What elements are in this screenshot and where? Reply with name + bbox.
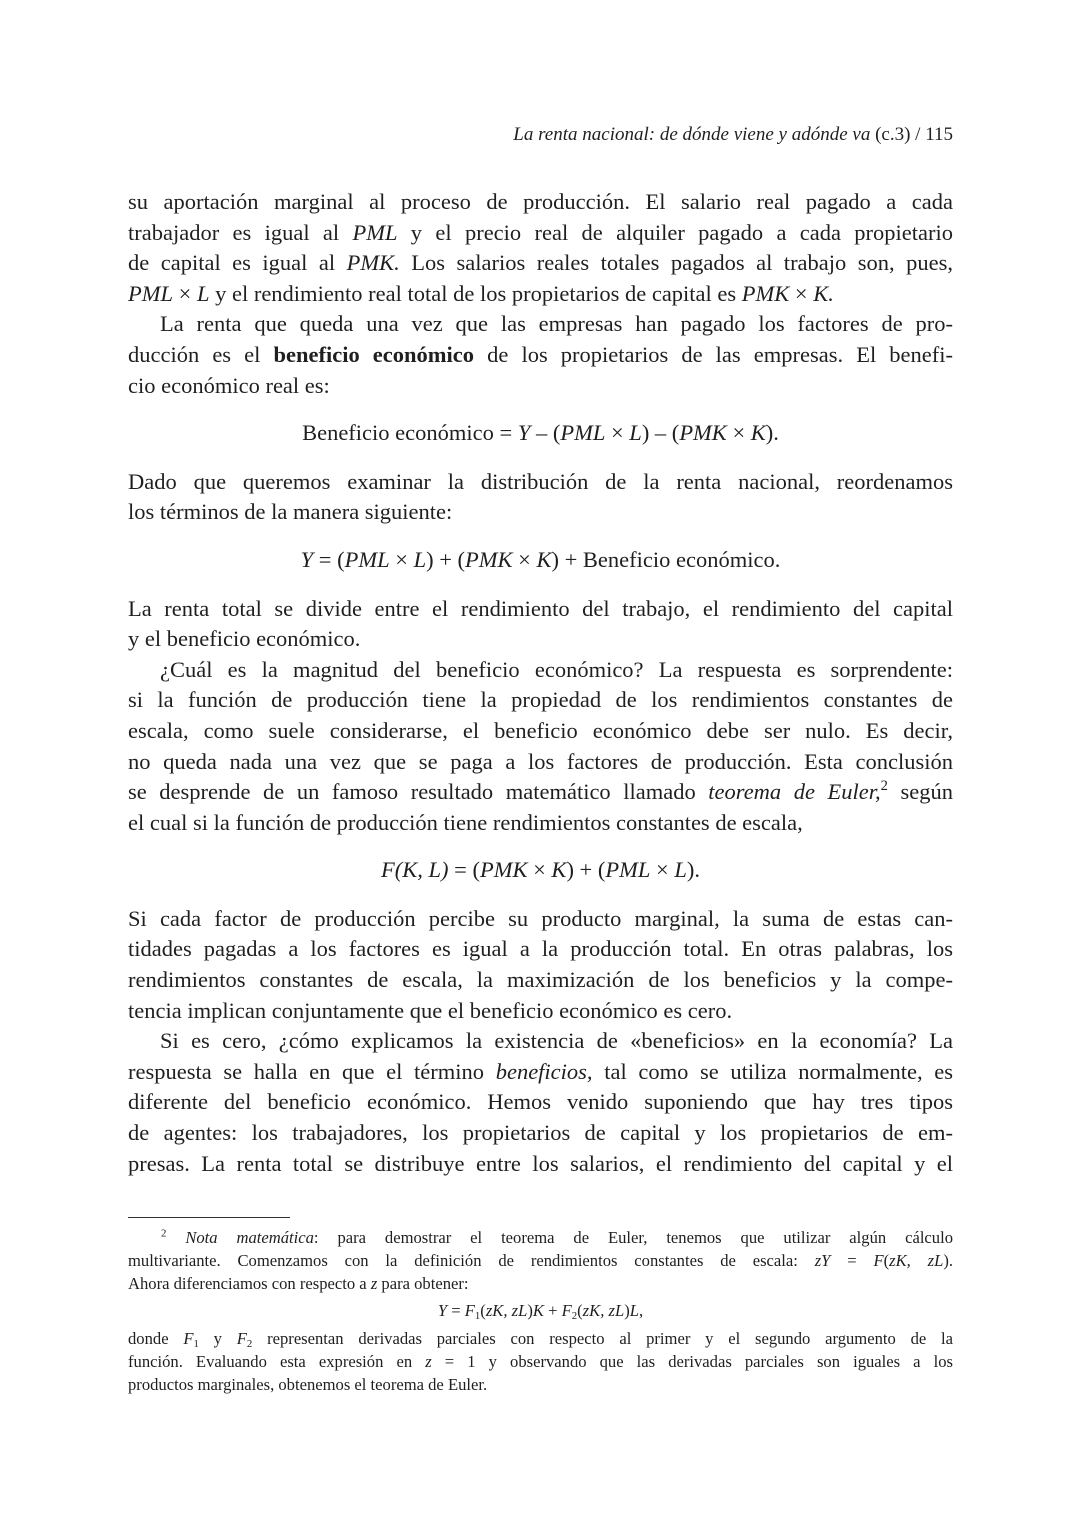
footnote-paragraph (128, 1226, 953, 1295)
text-line (128, 467, 953, 498)
text-run: ) (624, 1301, 630, 1320)
body-paragraph (128, 187, 953, 309)
italic-text: K. (813, 280, 834, 306)
text-run: ) + ( (426, 546, 466, 572)
body-equation (128, 855, 953, 886)
text-run: = ( (448, 857, 480, 883)
text-run: representan derivadas parciales con respecto al primer y el segundo argumento de la (252, 1329, 953, 1348)
italic-text: teorema de Euler, (708, 779, 881, 805)
text-line (128, 1373, 953, 1396)
text-line (128, 1057, 953, 1088)
text-run: Dado que queremos examinar la distribución de la renta nacional, reordenamos (128, 468, 953, 494)
text-run: su aportación marginal al proceso de producción. El salario real pagado a cada (128, 189, 953, 214)
text-run: Los salarios reales totales pagados al trabajo son, pues, (399, 250, 954, 276)
italic-text: F (561, 1301, 572, 1320)
text-line (128, 624, 953, 655)
text-run: × (605, 420, 630, 446)
subscript: 1 (193, 1338, 199, 1351)
text-run: Beneficio económico = (302, 420, 518, 446)
text-run: los términos de la manera siguiente: (128, 499, 453, 525)
italic-text: F (873, 1251, 884, 1270)
italic-text: PMK (465, 546, 513, 572)
text-line (128, 655, 953, 686)
text-run: ( (577, 1301, 583, 1320)
text-line (128, 1026, 953, 1057)
italic-text: L (674, 857, 687, 883)
text-run: tidades pagadas a los factores es igual a la producción total. En otras palabras, los (128, 936, 953, 962)
footnote-paragraph (128, 1327, 953, 1396)
chapter-title: La renta nacional: de dónde viene y adónde va (513, 124, 871, 145)
text-line (128, 747, 953, 778)
text-run: presas. La renta total se distribuye entre los salarios, el rendimiento del capital y el (128, 1150, 953, 1176)
body-paragraph (128, 467, 953, 528)
text-run: = (830, 1251, 874, 1270)
body-equation (128, 545, 953, 576)
text-run: La renta que queda una vez que las empresas han pagado los factores de pro- (160, 311, 953, 337)
text-line (128, 996, 953, 1027)
italic-text: PMK. (346, 250, 400, 276)
text-run: ) + Beneficio económico. (551, 546, 781, 572)
text-run: rendimientos constantes de escala, la maximización de los beneficios y la compe- (128, 967, 953, 993)
body-equation (128, 418, 953, 449)
text-line (128, 685, 953, 716)
text-run: ). (686, 857, 700, 883)
italic-text: F(K, L) (381, 857, 449, 883)
italic-text: K (551, 857, 567, 883)
text-run: La renta total se divide entre el rendimiento del trabajo, el rendimiento del capital (128, 595, 953, 621)
text-run: × (173, 280, 197, 306)
text-run: productos marginales, obtenemos el teorema de Euler. (128, 1375, 488, 1394)
text-run: ) (527, 1301, 533, 1320)
text-line (128, 1149, 953, 1180)
text-run: ( (480, 1301, 486, 1320)
text-line (128, 1272, 953, 1295)
text-line (128, 279, 953, 310)
subscript: 2 (571, 1310, 578, 1323)
text-run: función. Evaluando esta expresión en (128, 1352, 426, 1371)
italic-text: F (183, 1329, 194, 1348)
text-run: no queda nada una vez que se paga a los factores de producción. Esta conclusión (128, 748, 953, 774)
text-run: tal como se utiliza normalmente, es (592, 1058, 953, 1084)
text-line (128, 340, 953, 371)
text-run: ). (943, 1251, 953, 1270)
italic-text: L (629, 1301, 639, 1320)
text-line (128, 497, 953, 528)
italic-text: PML (605, 857, 651, 883)
text-run: multivariante. Comenzamos con la definición de rendimientos constantes de escala: (128, 1251, 815, 1270)
text-run: trabajador es igual al (128, 219, 353, 245)
text-run: si la función de producción tiene la propiedad de los rendimientos constantes de (128, 687, 953, 713)
text-run: se desprende de un famoso resultado matemático llamado (128, 779, 709, 805)
italic-text: PML (352, 219, 398, 245)
text-run: según (887, 779, 954, 805)
subscript: 2 (246, 1338, 253, 1351)
text-run: diferente del beneficio económico. Hemos venido suponiendo que hay tres tipos (128, 1089, 953, 1115)
italic-text: Y (517, 420, 531, 446)
footnote-divider (128, 1217, 290, 1218)
text-line (128, 248, 953, 279)
text-run: de agentes: los trabajadores, los propietarios de capital y los propietarios de em- (128, 1120, 953, 1146)
subscript: 1 (474, 1310, 481, 1323)
text-line (128, 1118, 953, 1149)
text-run: × (512, 546, 537, 572)
text-run: × (389, 546, 414, 572)
body-paragraph (128, 309, 953, 401)
text-line (128, 218, 953, 249)
text-line (128, 309, 953, 340)
text-run: = ( (313, 546, 345, 572)
text-run: y el beneficio económico. (128, 626, 361, 652)
text-run: ). (765, 420, 779, 446)
text-run: Ahora diferenciamos con respecto a (128, 1274, 371, 1293)
italic-text: Y (300, 546, 314, 572)
footnote-marker: 2 (880, 778, 888, 795)
body-paragraph (128, 655, 953, 839)
text-run: Si es cero, ¿cómo explicamos la existencia de «beneficios» en la economía? La (160, 1028, 953, 1054)
bold-term: beneficio económico (273, 341, 475, 367)
italic-text: zK, zL (889, 1251, 944, 1270)
text-run: y el rendimiento real total de los propietarios de capital es (209, 280, 742, 306)
text-run: × (650, 857, 675, 883)
italic-text: PMK (679, 420, 727, 446)
italic-text: z (425, 1352, 432, 1371)
text-line (128, 1249, 953, 1272)
italic-text: PML (344, 546, 390, 572)
text-run: : para demostrar el teorema de Euler, tenemos que utilizar algún cálculo (313, 1228, 953, 1247)
text-run: escala, como suele considerarse, el beneficio económico debe ser nulo. Es decir, (128, 717, 953, 743)
italic-text: K (536, 546, 552, 572)
text-run: el cual si la función de producción tiene rendimientos constantes de escala, (128, 809, 803, 835)
italic-text: beneficios, (495, 1058, 593, 1084)
text-run: ( (883, 1251, 890, 1270)
text-line (128, 1350, 953, 1373)
text-run: ducción es el (128, 341, 274, 367)
footnote-equation (128, 1299, 953, 1322)
italic-text: L (196, 280, 210, 306)
text-line (128, 934, 953, 965)
italic-text: PML (128, 280, 173, 306)
text-run: y el precio real de alquiler pagado a cada propietario (397, 219, 954, 245)
text-run: y (198, 1329, 237, 1348)
text-run (166, 1228, 185, 1247)
text-line (128, 371, 953, 402)
text-run: × (789, 280, 814, 306)
body-text (128, 187, 953, 1179)
italic-text: F (464, 1301, 475, 1320)
text-line (128, 1226, 953, 1249)
text-run: tencia implican conjuntamente que el beneficio económico es cero. (128, 997, 733, 1023)
italic-text: PMK (479, 857, 528, 883)
body-paragraph (128, 1026, 953, 1179)
italic-text: zK, zL (485, 1301, 528, 1320)
text-run: ) – ( (641, 420, 680, 446)
text-run: × (726, 420, 751, 446)
text-run: – ( (530, 420, 561, 446)
text-run: respuesta se halla en que el término (128, 1058, 496, 1084)
text-run: = (447, 1301, 465, 1320)
italic-text: PMK (741, 280, 790, 306)
text-run: para obtener: (377, 1274, 469, 1293)
text-run: donde (128, 1329, 184, 1348)
footnote-marker: 2 (161, 1227, 167, 1240)
italic-text: z (370, 1274, 378, 1293)
text-line (128, 594, 953, 625)
text-run: , (638, 1301, 644, 1320)
text-run: de los propietarios de las empresas. El benefi- (474, 341, 953, 367)
text-run: Si cada factor de producción percibe su producto marginal, la suma de estas can- (128, 905, 953, 931)
text-run: + (543, 1301, 562, 1320)
footnote (128, 1226, 953, 1396)
body-paragraph (128, 594, 953, 655)
running-header (513, 124, 953, 146)
italic-text: L (413, 546, 427, 572)
text-line (128, 777, 953, 808)
text-run: de capital es igual al (128, 250, 347, 276)
italic-text: zY (814, 1251, 831, 1270)
text-line (128, 808, 953, 839)
text-line (128, 716, 953, 747)
text-run: ) + ( (566, 857, 606, 883)
italic-text: L (629, 420, 642, 446)
italic-text: PML (560, 420, 606, 446)
italic-text: F (236, 1329, 247, 1348)
body-paragraph (128, 904, 953, 1026)
italic-text: K (750, 420, 766, 446)
text-line (128, 965, 953, 996)
italic-text: Nota matemática (185, 1228, 314, 1247)
italic-text: K (532, 1301, 544, 1320)
text-run: cio económico real es: (128, 372, 330, 398)
chapter-page-ref: (c.3) / 115 (870, 124, 953, 145)
text-line (128, 187, 953, 218)
italic-text: zK, zL (582, 1301, 625, 1320)
text-run: × (527, 857, 552, 883)
text-line (128, 904, 953, 935)
text-run: ¿Cuál es la magnitud del beneficio económico? La respuesta es sorprendente: (160, 656, 953, 682)
text-line (128, 1087, 953, 1118)
text-run: = 1 y observando que las derivadas parciales son iguales a los (431, 1352, 954, 1371)
italic-text: Y (437, 1301, 448, 1320)
text-line (128, 1327, 953, 1350)
